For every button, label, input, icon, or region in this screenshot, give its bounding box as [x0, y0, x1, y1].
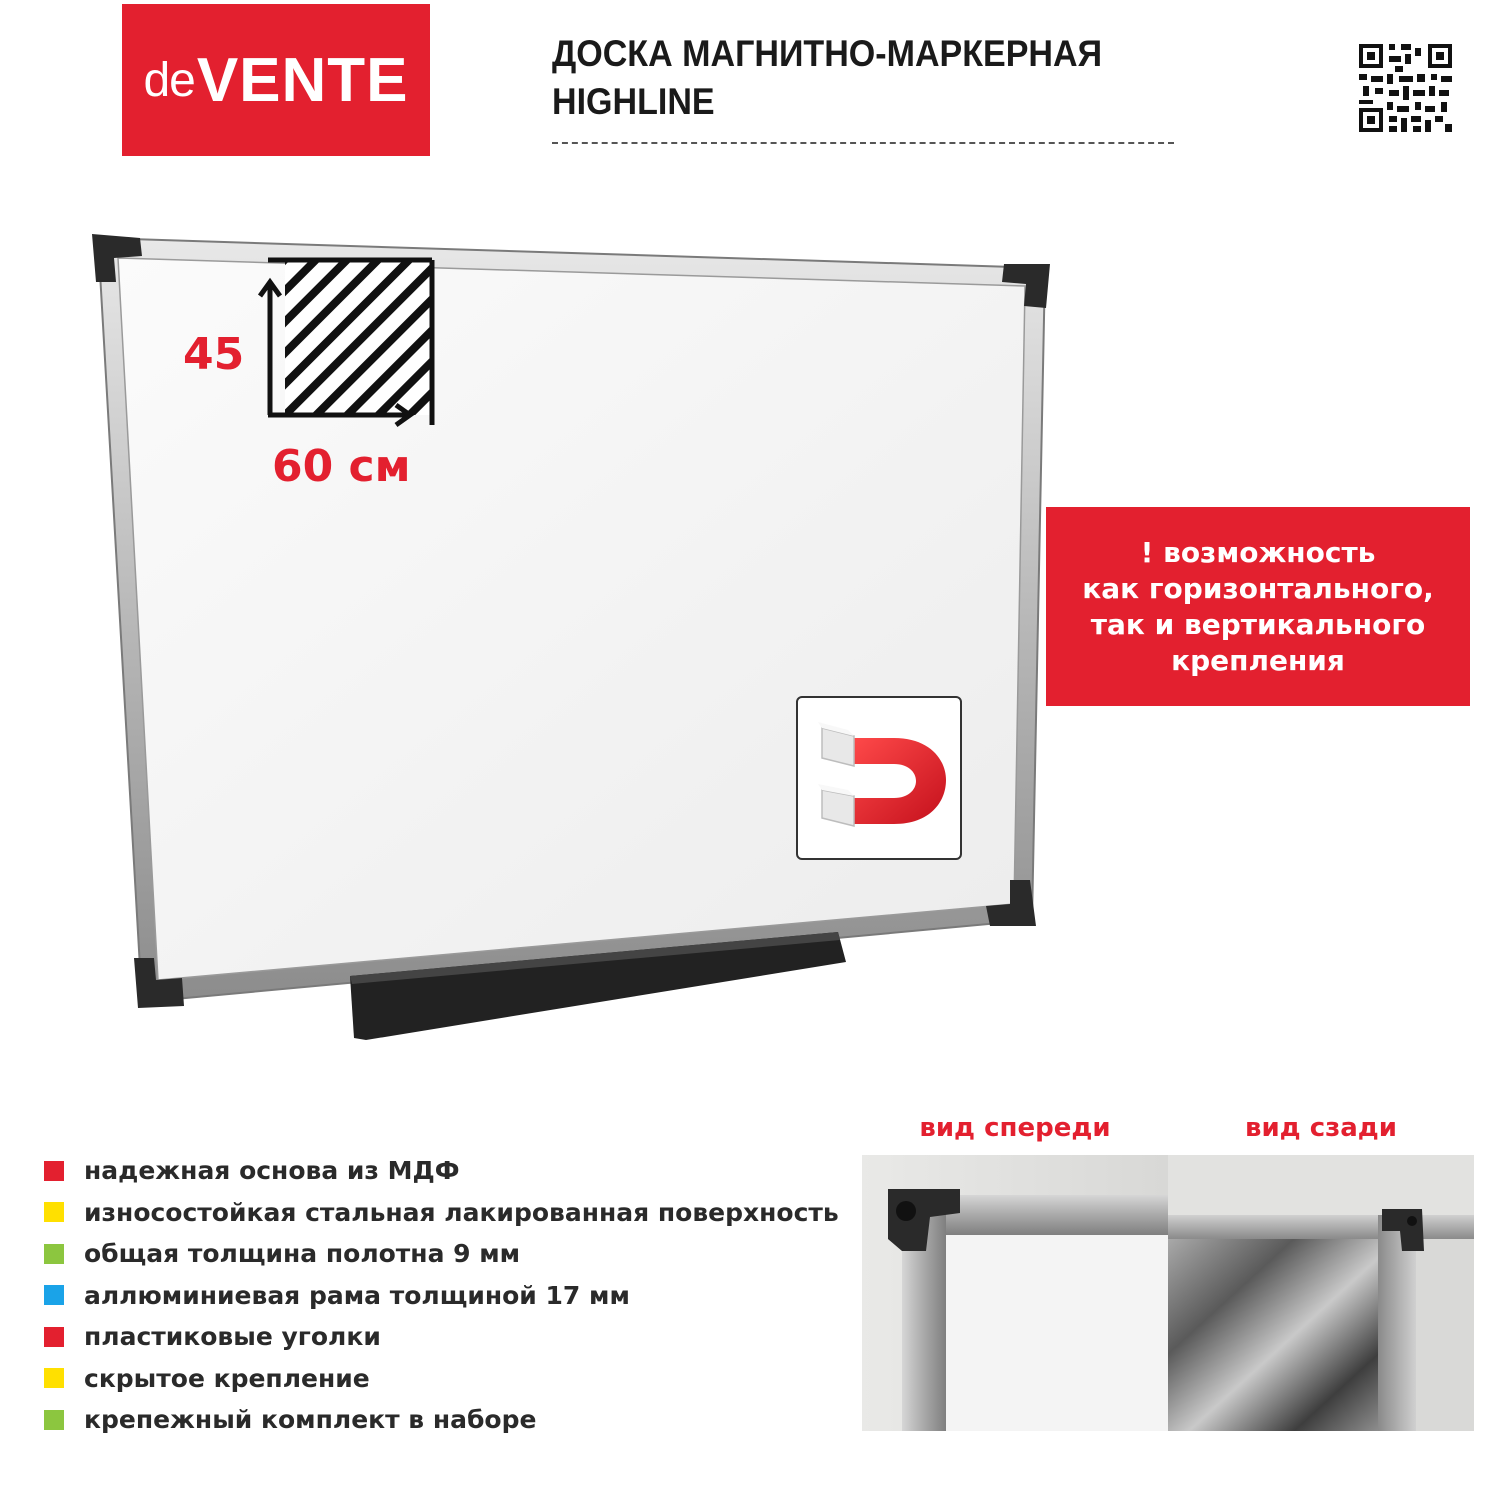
notice-line-4: крепления — [1171, 643, 1345, 677]
feature-text: надежная основа из МДФ — [84, 1156, 460, 1186]
feature-text: пластиковые уголки — [84, 1322, 381, 1352]
feature-item — [44, 1399, 864, 1441]
feature-bullet-icon — [44, 1327, 64, 1347]
qr-code-icon — [1359, 44, 1452, 132]
magnet-icon — [798, 698, 960, 858]
feature-item — [44, 1150, 864, 1192]
notice-line-2: как горизонтального, — [1082, 571, 1434, 605]
feature-text: общая толщина полотна 9 мм — [84, 1239, 521, 1269]
feature-item — [44, 1358, 864, 1400]
product-title-line-2: HIGHLINE — [552, 81, 715, 122]
product-title — [552, 30, 1141, 126]
front-view-label: вид спереди — [919, 1113, 1111, 1143]
feature-bullet-icon — [44, 1285, 64, 1305]
logo-name: VENTE — [196, 45, 409, 115]
features-list — [44, 1150, 864, 1441]
front-view-photo — [862, 1155, 1168, 1431]
notice-line-3: так и вертикального — [1090, 607, 1426, 641]
feature-bullet-icon — [44, 1368, 64, 1388]
feature-item — [44, 1275, 864, 1317]
magnetic-badge — [796, 696, 962, 860]
mounting-notice — [1046, 507, 1470, 706]
dimension-width-label: 60 см — [272, 441, 411, 492]
feature-bullet-icon — [44, 1244, 64, 1264]
feature-bullet-icon — [44, 1161, 64, 1181]
title-divider — [552, 142, 1174, 144]
feature-bullet-icon — [44, 1202, 64, 1222]
feature-text: аллюминиевая рама толщиной 17 мм — [84, 1280, 630, 1310]
feature-item — [44, 1316, 864, 1358]
feature-text: крепежный комплект в наборе — [84, 1405, 537, 1435]
brand-logo — [122, 4, 430, 156]
feature-item — [44, 1233, 864, 1275]
back-view-label: вид сзади — [1244, 1113, 1397, 1143]
feature-text: скрытое крепление — [84, 1363, 370, 1393]
dimension-height-label: 45 — [183, 329, 245, 380]
logo-prefix: de — [143, 53, 195, 107]
feature-bullet-icon — [44, 1410, 64, 1430]
feature-item — [44, 1192, 864, 1234]
dimension-hatch — [285, 260, 432, 415]
product-title-line-1: ДОСКА МАГНИТНО-МАРКЕРНАЯ — [552, 33, 1103, 74]
notice-line-1: ! возможность — [1140, 535, 1376, 569]
back-view-photo — [1168, 1155, 1474, 1431]
feature-text: износостойкая стальная лакированная поверхность — [84, 1197, 839, 1227]
